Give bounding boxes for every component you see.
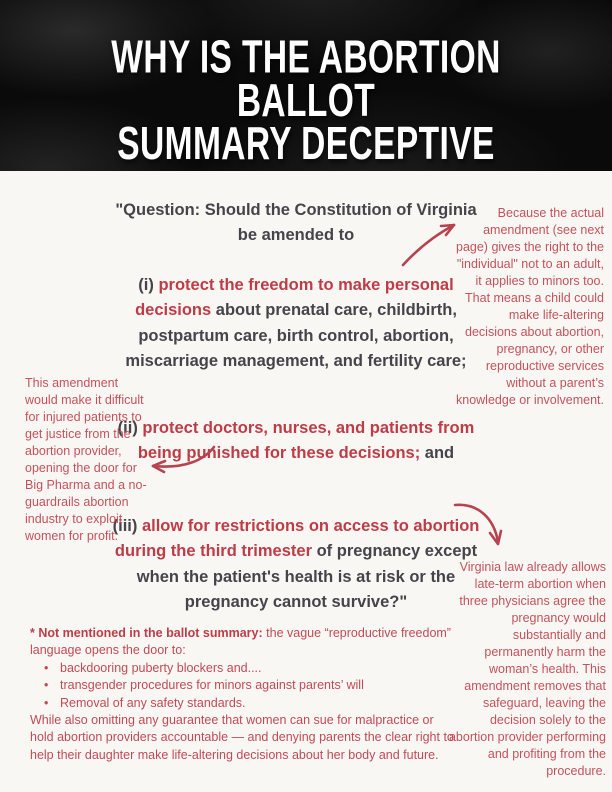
page-title-line1: WHY IS THE ABORTION BALLOT <box>111 31 501 127</box>
footnote-closing: While also omitting any guarantee that women can sue for malpractice or hold abortion providers accountable — and denying parents the clear right to help their daughter make life-altering decisions about her body and future. <box>30 713 454 762</box>
annotation-left-lawsuits: This amendment would make it difficult for injured patients to get justice from the abortion provider, opening the door for Big Pharma and a no-guardrails abortion industry to exploit women for profit. <box>25 375 147 543</box>
annotation-right-minors: Because the actual amendment (see next page) gives the right to the "individual" not to an adult, it applies to minors too. That means a child could make life-altering decisions about abortion, pregnancy, or other reproductive services without a parent’s knowledge or involvement. <box>456 205 605 407</box>
page-title <box>67 31 544 170</box>
annotation-right-late-term: Virginia law already allows late-term abortion when three physicians agree the pregnancy would substantially and permanently harm the woman’s health. This amendment removes that safeguard, leaving the decision solely to the abortion provider performing and profiting from the procedure. <box>448 559 606 778</box>
clause-i-numeral: (i) <box>138 275 159 294</box>
clause-iii-numeral: (iii) <box>112 516 142 535</box>
footnote-bullet-2: • transgender procedures for minors against parents’ will <box>30 677 458 694</box>
ballot-clause-i <box>110 273 482 375</box>
footnote-bullet-list <box>30 660 458 712</box>
footnote-lead-bold: * Not mentioned in the ballot summary: <box>30 626 263 640</box>
footnote-block <box>30 625 458 764</box>
ballot-clause-iii <box>110 514 482 616</box>
banner <box>0 0 612 171</box>
clause-ii-rest: and <box>420 444 455 462</box>
footnote-lead-rest: the vague “reproductive freedom” language opens the door to: <box>30 626 451 658</box>
clause-i-rest: about prenatal care, childbirth, postpartum care, birth control, abortion, miscarriage management, and fertility care; <box>125 301 467 370</box>
page-title-line2: SUMMARY DECEPTIVE <box>117 118 495 170</box>
footnote-bullet-3: • Removal of any safety standards. <box>30 695 458 712</box>
clause-iii-highlight: allow for restrictions on access to abortion during the third trimester <box>114 516 480 560</box>
ballot-question-intro: "Question: Should the Constitution of Virginia be amended to <box>115 200 477 244</box>
clause-ii-highlight: protect doctors, nurses, and patients from being punished for these decisions; <box>137 418 475 462</box>
clause-i-highlight: protect the freedom to make personal decisions <box>135 275 454 319</box>
clause-ii-numeral: (ii) <box>117 418 143 437</box>
footnote-bullet-1: • backdooring puberty blockers and.... <box>30 660 458 677</box>
clause-iii-rest: of pregnancy except when the patient's health is at risk or the pregnancy cannot survive?" <box>136 542 478 611</box>
ballot-clause-ii <box>110 416 482 467</box>
